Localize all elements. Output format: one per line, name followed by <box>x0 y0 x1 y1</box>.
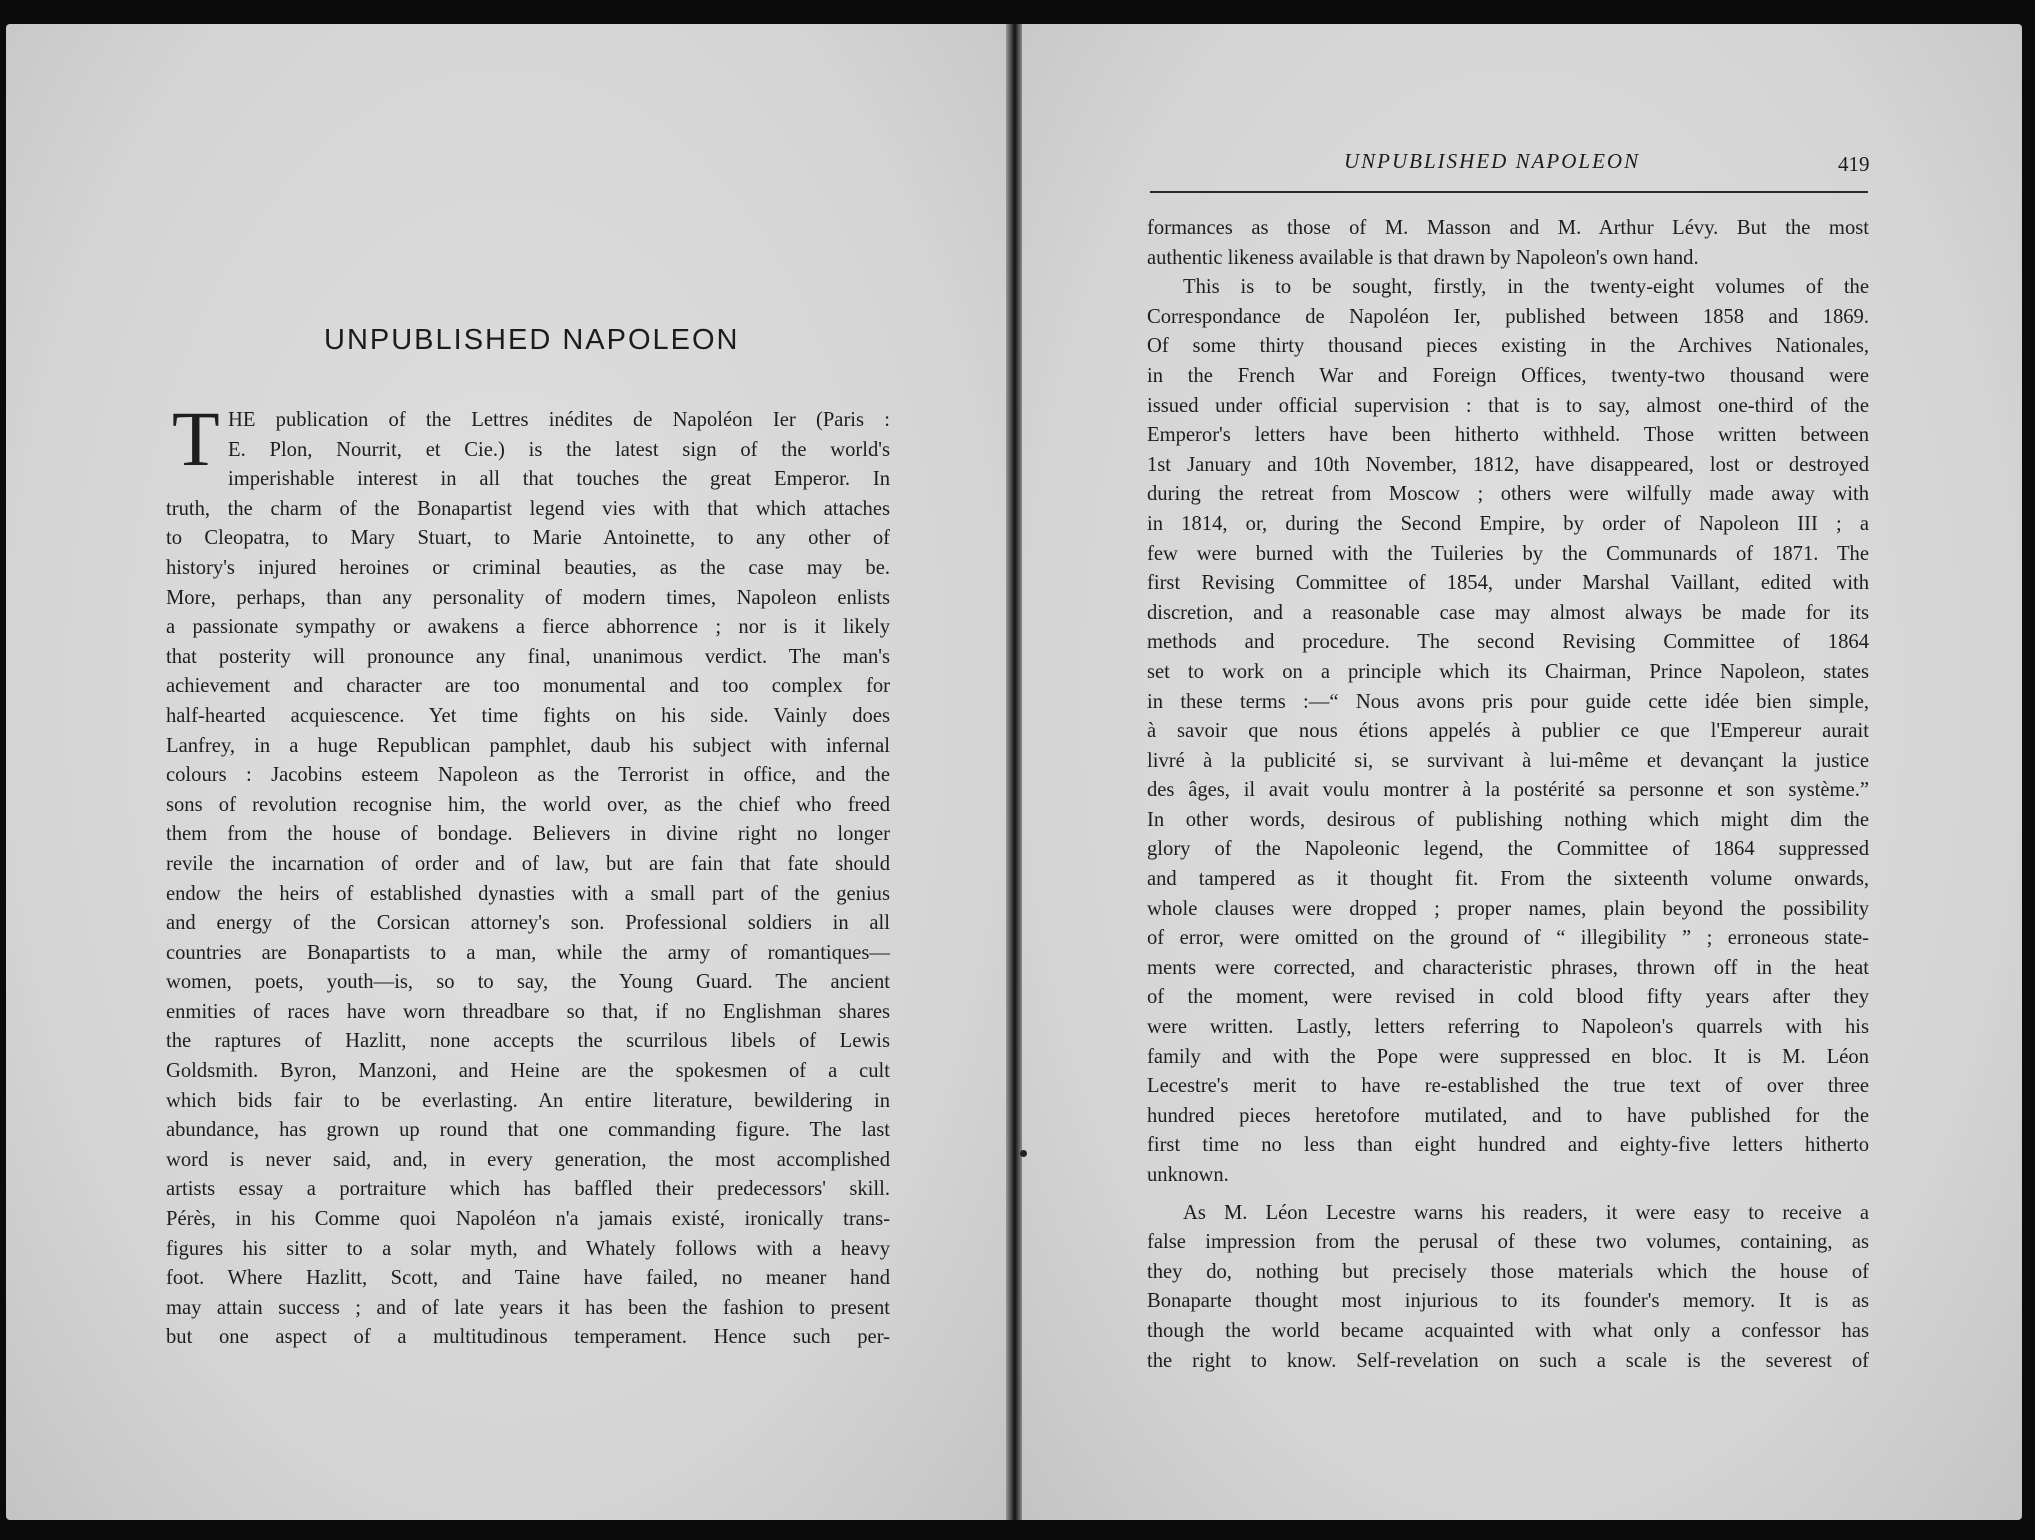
text-line: the right to know. Self-revelation on such a scale is the severest of <box>1147 1349 1869 1372</box>
text-line: E. Plon, Nourrit, et Cie.) is the latest sign of the world's <box>228 438 890 461</box>
text-line: colours : Jacobins esteem Napoleon as the Terrorist in office, and the <box>166 764 890 787</box>
text-line: history's injured heroines or criminal beauties, as the case may be. <box>166 556 890 579</box>
left-body-text <box>166 406 890 1353</box>
text-line: during the retreat from Moscow ; others were wilfully made away with <box>1147 483 1869 506</box>
text-line: revile the incarnation of order and of law, but are fain that fate should <box>166 852 890 875</box>
text-line: 1st January and 10th November, 1812, have disappeared, lost or destroyed <box>1147 453 1869 476</box>
text-line: In other words, desirous of publishing nothing which might dim the <box>1147 808 1869 831</box>
text-line: unknown. <box>1147 1164 1229 1186</box>
text-line: livré à la publicité si, se survivant à lui-même et devançant la justice <box>1147 749 1869 772</box>
text-line: endow the heirs of established dynasties with a small part of the genius <box>166 882 890 905</box>
text-line: women, poets, youth—is, so to say, the Young Guard. The ancient <box>166 971 890 994</box>
text-line: half-hearted acquiescence. Yet time fights on his side. Vainly does <box>166 704 890 727</box>
text-line: truth, the charm of the Bonapartist legend vies with that which attaches <box>166 497 890 520</box>
left-page <box>6 24 1006 1520</box>
text-line: of the moment, were revised in cold blood fifty years after they <box>1147 986 1869 1009</box>
text-line: them from the house of bondage. Believers in divine right no longer <box>166 823 890 846</box>
text-line: Goldsmith. Byron, Manzoni, and Heine are the spokesmen of a cult <box>166 1060 890 1083</box>
right-body-text <box>1147 214 1869 1376</box>
text-line: whole clauses were dropped ; proper names, plain beyond the possibility <box>1147 897 1869 920</box>
text-line: sons of revolution recognise him, the world over, as the chief who freed <box>166 793 890 816</box>
text-line: methods and procedure. The second Revising Committee of 1864 <box>1147 631 1869 654</box>
text-line: in 1814, or, during the Second Empire, by order of Napoleon III ; a <box>1147 512 1869 535</box>
text-line: discretion, and a reasonable case may almost always be made for its <box>1147 601 1869 624</box>
text-line: to Cleopatra, to Mary Stuart, to Marie Antoinette, to any other of <box>166 527 890 550</box>
text-line: authentic likeness available is that drawn by Napoleon's own hand. <box>1147 246 1699 269</box>
text-line: in the French War and Foreign Offices, twenty-two thousand were <box>1147 364 1869 387</box>
book-gutter <box>1006 24 1022 1520</box>
text-line: enmities of races have worn threadbare so that, if no Englishman shares <box>166 1000 890 1023</box>
text-line: artists essay a portraiture which has baffled their predecessors' skill. <box>166 1178 890 1201</box>
ink-spot <box>1020 1150 1027 1157</box>
text-line: abundance, has grown up round that one commanding figure. The last <box>166 1119 890 1142</box>
text-line: More, perhaps, than any personality of modern times, Napoleon enlists <box>166 586 890 609</box>
text-line: achievement and character are too monumental and too complex for <box>166 675 890 698</box>
text-line: issued under official supervision : that is to say, almost one-third of the <box>1147 394 1869 417</box>
text-line: des âges, il avait voulu montrer à la postérité sa personne et son système.” <box>1147 779 1869 802</box>
text-line: glory of the Napoleonic legend, the Committee of 1864 suppressed <box>1147 838 1869 861</box>
text-line: HE publication of the Lettres inédites de Napoléon Ier (Paris : <box>228 409 890 431</box>
text-line: a passionate sympathy or awakens a fierce abhorrence ; nor is it likely <box>166 616 890 639</box>
running-head: UNPUBLISHED NAPOLEON <box>1344 149 1641 173</box>
text-line: first time no less than eight hundred and eighty-five letters hitherto <box>1147 1134 1869 1157</box>
text-line: foot. Where Hazlitt, Scott, and Taine have failed, no meaner hand <box>166 1267 890 1290</box>
text-line: which bids fair to be everlasting. An entire literature, bewildering in <box>166 1089 890 1112</box>
text-line: were written. Lastly, letters referring to Napoleon's quarrels with his <box>1147 1016 1869 1039</box>
text-line: ments were corrected, and characteristic phrases, thrown off in the heat <box>1147 956 1869 979</box>
text-line: that posterity will pronounce any final, unanimous verdict. The man's <box>166 645 890 668</box>
text-line: Of some thirty thousand pieces existing in the Archives Nationales, <box>1147 335 1869 358</box>
right-page <box>1022 24 2022 1520</box>
text-line: Lanfrey, in a huge Republican pamphlet, daub his subject with infernal <box>166 734 890 757</box>
text-line: imperishable interest in all that touches the great Emperor. In <box>228 468 890 491</box>
header-rule <box>1150 191 1868 193</box>
text-line: As M. Léon Lecestre warns his readers, it were easy to receive a <box>1183 1201 1869 1224</box>
text-line: family and with the Pope were suppressed en bloc. It is M. Léon <box>1147 1045 1869 1068</box>
chapter-title: UNPUBLISHED NAPOLEON <box>324 324 740 356</box>
text-line: first Revising Committee of 1854, under Marshal Vaillant, edited with <box>1147 572 1869 595</box>
text-line: word is never said, and, in every generation, the most accomplished <box>166 1148 890 1171</box>
text-line: Pérès, in his Comme quoi Napoléon n'a jamais existé, ironically trans- <box>166 1208 890 1231</box>
text-line: and tampered as it thought fit. From the sixteenth volume onwards, <box>1147 868 1869 891</box>
text-line: of error, were omitted on the ground of “ illegibility ” ; erroneous state- <box>1147 927 1869 950</box>
text-line: formances as those of M. Masson and M. Arthur Lévy. But the most <box>1147 217 1869 239</box>
text-line: à savoir que nous étions appelés à publier ce que l'Empereur aurait <box>1147 720 1869 743</box>
text-line: though the world became acquainted with what only a confessor has <box>1147 1319 1869 1342</box>
text-line: countries are Bonapartists to a man, while the army of romantiques— <box>166 941 890 964</box>
text-line: but one aspect of a multitudinous temperament. Hence such per- <box>166 1326 890 1349</box>
text-line: false impression from the perusal of these two volumes, containing, as <box>1147 1231 1869 1254</box>
text-line: the raptures of Hazlitt, none accepts the scurrilous libels of Lewis <box>166 1030 890 1053</box>
text-line: Lecestre's merit to have re-established the true text of over three <box>1147 1075 1869 1098</box>
text-line: they do, nothing but precisely those materials which the house of <box>1147 1260 1869 1283</box>
drop-cap: T <box>172 395 220 482</box>
text-line: set to work on a principle which its Chairman, Prince Napoleon, states <box>1147 660 1869 683</box>
page-number: 419 <box>1838 152 1870 176</box>
text-line: few were burned with the Tuileries by the Communards of 1871. The <box>1147 542 1869 565</box>
text-line: Bonaparte thought most injurious to its founder's memory. It is as <box>1147 1290 1869 1313</box>
text-line: Correspondance de Napoléon Ier, published between 1858 and 1869. <box>1147 305 1869 328</box>
text-line: This is to be sought, firstly, in the twenty-eight volumes of the <box>1183 276 1869 299</box>
text-line: may attain success ; and of late years it has been the fashion to present <box>166 1296 890 1319</box>
text-line: hundred pieces heretofore mutilated, and to have published for the <box>1147 1104 1869 1127</box>
text-line: and energy of the Corsican attorney's son. Professional soldiers in all <box>166 912 890 935</box>
text-line: Emperor's letters have been hitherto withheld. Those written between <box>1147 424 1869 447</box>
text-line: figures his sitter to a solar myth, and Whately follows with a heavy <box>166 1237 890 1260</box>
text-line: in these terms :—“ Nous avons pris pour guide cette idée bien simple, <box>1147 690 1869 713</box>
